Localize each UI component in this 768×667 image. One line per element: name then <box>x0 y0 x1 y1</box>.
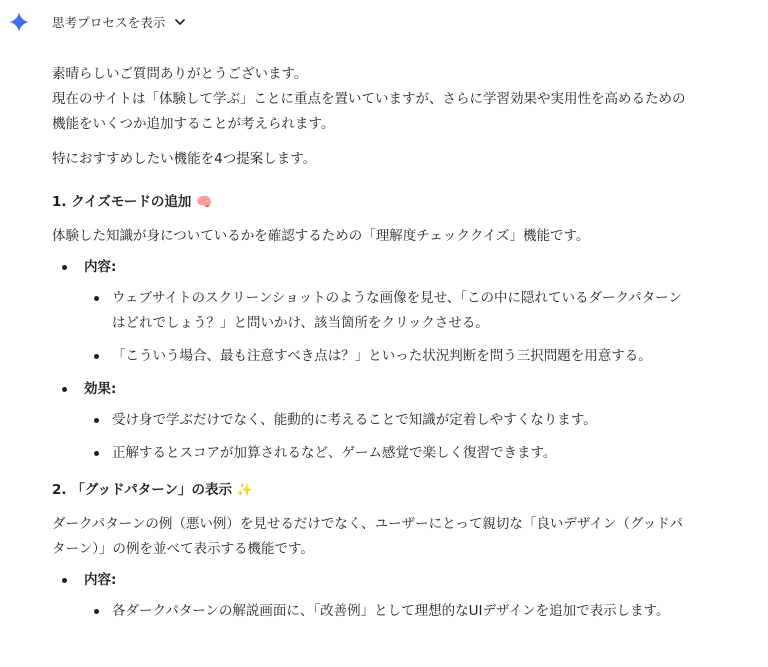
brain-emoji-icon: 🧠 <box>196 195 213 210</box>
lead-paragraph: 特におすすめしたい機能を4つ提案します。 <box>52 151 317 167</box>
intro-paragraph <box>52 62 692 137</box>
section-heading <box>52 478 692 503</box>
section-title: 2. 「グッドパターン」の表示 <box>52 482 233 498</box>
sparkles-emoji-icon: ✨ <box>236 483 253 498</box>
chevron-down-icon <box>173 15 187 29</box>
response-header <box>0 0 768 44</box>
list-item-head: 内容: <box>84 259 117 275</box>
list-item <box>52 255 692 369</box>
show-thinking-toggle[interactable] <box>44 7 193 37</box>
sub-list-item: 「こういう場合、最も注意すべき点は？」といった状況判断を問う三択問題を用意する。 <box>84 344 692 369</box>
section-description: ダークパターンの例（悪い例）を見せるだけでなく、ユーザーにとって親切な「良いデザイン（グッドパターン）」の例を並べて表示する機能です。 <box>52 516 683 557</box>
sub-list <box>84 286 692 369</box>
intro-line: 現在のサイトは「体験して学ぶ」ことに重点を置いていますが、さらに学習効果や実用性を高めるための機能をいくつか追加することが考えられます。 <box>52 91 686 132</box>
sub-list-item: 正解するとスコアが加算されるなど、ゲーム感覚で楽しく復習できます。 <box>84 441 692 466</box>
sub-list-item: ウェブサイトのスクリーンショットのような画像を見せ、「この中に隠れているダークパターンはどれでしょう？」と問いかけ、該当箇所をクリックさせる。 <box>84 286 692 336</box>
intro-line: 素晴らしいご質問ありがとうございます。 <box>52 66 308 82</box>
sub-list <box>84 408 692 466</box>
section-good-pattern <box>52 478 692 624</box>
sub-list <box>84 599 692 624</box>
sub-list-item: 各ダークパターンの解説画面に、「改善例」として理想的なUIデザインを追加で表示します。 <box>84 599 692 624</box>
list-item <box>52 377 692 466</box>
section-heading <box>52 190 692 215</box>
section-list <box>52 568 692 624</box>
section-quiz-mode <box>52 190 692 466</box>
gemini-sparkle-icon <box>8 11 30 33</box>
list-item-head: 効果: <box>84 381 117 397</box>
show-thinking-label: 思考プロセスを表示 <box>52 15 166 30</box>
section-title: 1. クイズモードの追加 <box>52 194 192 210</box>
section-description: 体験した知識が身についているかを確認するための「理解度チェッククイズ」機能です。 <box>52 228 590 244</box>
section-list <box>52 255 692 466</box>
sub-list-item: 受け身で学ぶだけでなく、能動的に考えることで知識が定着しやすくなります。 <box>84 408 692 433</box>
list-item <box>52 568 692 624</box>
list-item-head: 内容: <box>84 572 117 588</box>
response-body <box>52 62 692 632</box>
